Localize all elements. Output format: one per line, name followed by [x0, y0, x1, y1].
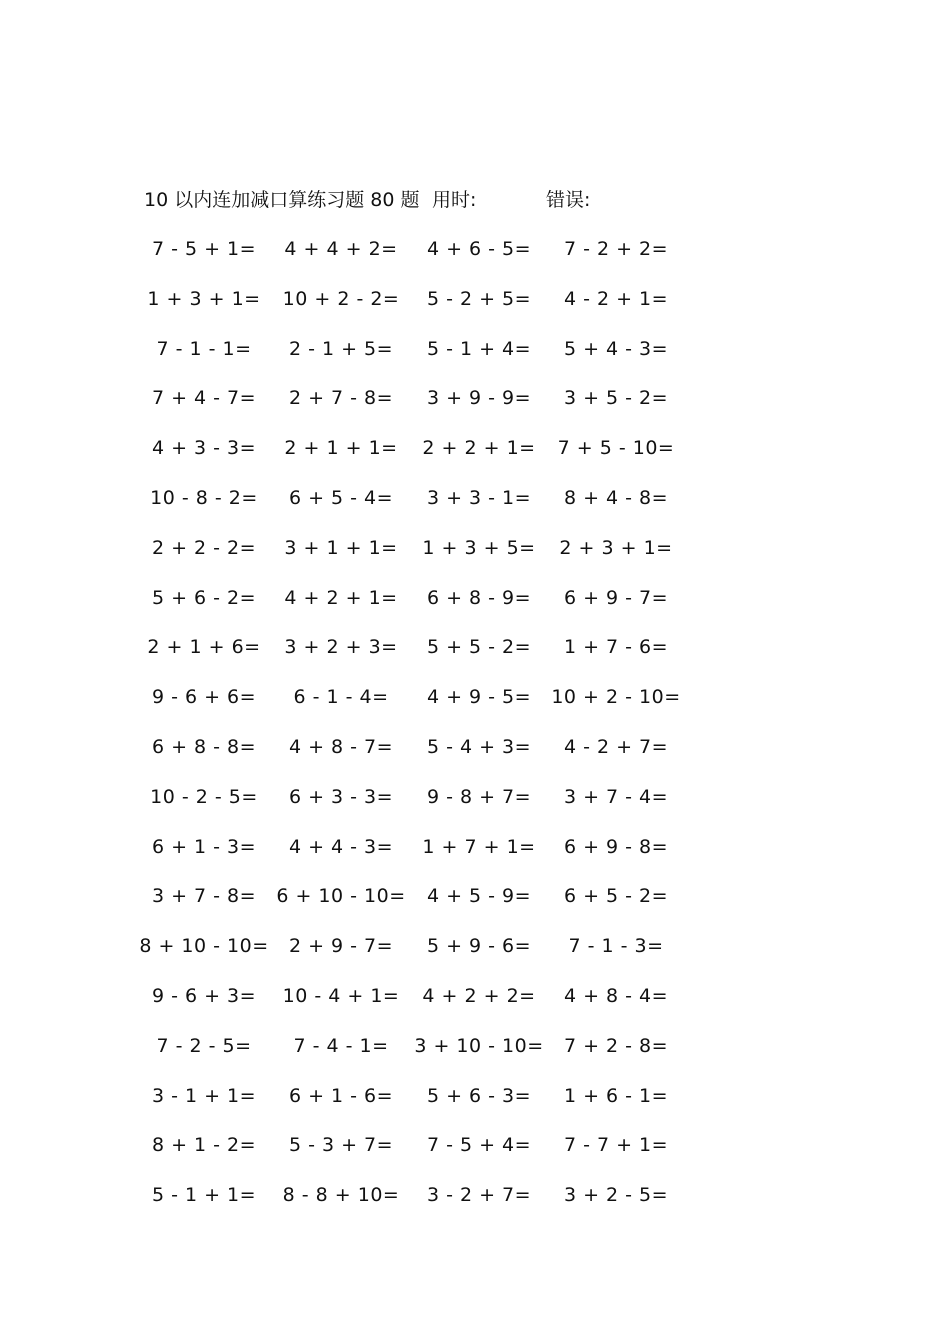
- math-problem: 5 - 1 + 4=: [426, 337, 532, 360]
- math-problem: 2 + 7 - 8=: [288, 387, 394, 410]
- math-problem: 10 + 2 - 10=: [551, 686, 681, 709]
- problem-row: [0, 682, 950, 732]
- math-problem: 5 - 1 + 1=: [151, 1184, 257, 1207]
- math-problem: 7 - 5 + 4=: [426, 1134, 532, 1157]
- problem-row: [0, 782, 950, 832]
- problem-row: [0, 981, 950, 1031]
- worksheet-title: 10 以内连加减口算练习题 80 题: [144, 189, 420, 211]
- problem-row: [0, 732, 950, 782]
- math-problem: 1 + 7 - 6=: [563, 636, 669, 659]
- math-problem: 3 - 1 + 1=: [151, 1084, 257, 1107]
- errors-label: 错误:: [546, 189, 591, 211]
- math-problem: 4 + 4 - 3=: [288, 835, 394, 858]
- math-problem: 5 - 3 + 7=: [288, 1134, 394, 1157]
- math-problem: 6 + 3 - 3=: [288, 785, 394, 808]
- math-problem: 6 + 1 - 3=: [151, 835, 257, 858]
- math-problem: 6 + 10 - 10=: [276, 885, 406, 908]
- math-problem: 5 + 6 - 2=: [151, 586, 257, 609]
- math-problem: 1 + 3 + 1=: [147, 287, 261, 310]
- math-problem: 3 - 2 + 7=: [426, 1184, 532, 1207]
- math-problem: 4 + 4 + 2=: [284, 238, 398, 260]
- math-problem: 4 + 9 - 5=: [426, 686, 532, 709]
- math-problem: 5 - 2 + 5=: [426, 287, 532, 310]
- math-problem: 2 - 1 + 5=: [288, 337, 394, 360]
- math-problem: 4 + 5 - 9=: [426, 885, 532, 908]
- problem-row: [0, 234, 950, 284]
- math-problem: 8 - 8 + 10=: [282, 1184, 400, 1207]
- math-problem: 8 + 4 - 8=: [563, 486, 669, 509]
- math-problem: 6 + 8 - 9=: [426, 586, 532, 609]
- math-problem: 5 + 4 - 3=: [563, 337, 669, 360]
- math-problem: 1 + 6 - 1=: [563, 1084, 669, 1107]
- problem-row: [0, 334, 950, 384]
- math-problem: 3 + 9 - 9=: [426, 387, 532, 410]
- math-problem: 4 - 2 + 7=: [563, 735, 669, 758]
- math-problem: 7 + 4 - 7=: [151, 387, 257, 410]
- math-problem: 9 - 6 + 3=: [151, 984, 257, 1007]
- math-problem: 2 + 9 - 7=: [288, 935, 394, 958]
- math-problem: 6 + 9 - 8=: [563, 835, 669, 858]
- math-problem: 7 - 4 - 1=: [293, 1034, 389, 1057]
- math-problem: 3 + 3 - 1=: [426, 486, 532, 509]
- math-problem: 3 + 10 - 10=: [414, 1034, 544, 1057]
- math-problem: 10 - 2 - 5=: [150, 785, 258, 808]
- math-problem: 2 + 2 - 2=: [151, 536, 257, 559]
- problem-row: [0, 1081, 950, 1131]
- math-problem: 1 + 3 + 5=: [422, 536, 536, 559]
- problem-row: [0, 1180, 950, 1230]
- math-problem: 4 + 6 - 5=: [426, 238, 532, 260]
- math-problem: 6 + 1 - 6=: [288, 1084, 394, 1107]
- problem-row: [0, 931, 950, 981]
- problem-row: [0, 1031, 950, 1081]
- math-problem: 6 + 8 - 8=: [151, 735, 257, 758]
- problem-grid: [0, 234, 950, 1230]
- math-problem: 4 + 8 - 7=: [288, 735, 394, 758]
- math-problem: 8 + 1 - 2=: [151, 1134, 257, 1157]
- math-problem: 4 + 2 + 1=: [284, 586, 398, 609]
- math-problem: 9 - 6 + 6=: [151, 686, 257, 709]
- math-problem: 10 - 8 - 2=: [150, 486, 258, 509]
- math-problem: 2 + 1 + 1=: [284, 437, 398, 460]
- math-problem: 5 + 9 - 6=: [426, 935, 532, 958]
- math-problem: 7 - 2 + 2=: [563, 238, 669, 260]
- math-problem: 6 - 1 - 4=: [293, 686, 389, 709]
- math-problem: 6 + 5 - 4=: [288, 486, 394, 509]
- worksheet-header: [0, 186, 950, 214]
- math-problem: 9 - 8 + 7=: [426, 785, 532, 808]
- math-problem: 7 + 2 - 8=: [563, 1034, 669, 1057]
- math-problem: 4 + 3 - 3=: [151, 437, 257, 460]
- math-problem: 10 - 4 + 1=: [282, 984, 400, 1007]
- problem-row: [0, 284, 950, 334]
- problem-row: [0, 383, 950, 433]
- math-problem: 4 + 8 - 4=: [563, 984, 669, 1007]
- math-problem: 7 - 1 - 1=: [156, 337, 252, 360]
- problem-row: [0, 832, 950, 882]
- math-problem: 2 + 1 + 6=: [147, 636, 261, 659]
- math-problem: 5 - 4 + 3=: [426, 735, 532, 758]
- problem-row: [0, 1130, 950, 1180]
- problem-row: [0, 483, 950, 533]
- math-problem: 5 + 5 - 2=: [426, 636, 532, 659]
- math-problem: 3 + 2 - 5=: [563, 1184, 669, 1207]
- math-problem: 7 - 2 - 5=: [156, 1034, 252, 1057]
- math-problem: 3 + 5 - 2=: [563, 387, 669, 410]
- math-problem: 8 + 10 - 10=: [139, 935, 269, 958]
- math-problem: 3 + 7 - 4=: [563, 785, 669, 808]
- math-problem: 2 + 3 + 1=: [559, 536, 673, 559]
- math-problem: 3 + 2 + 3=: [284, 636, 398, 659]
- math-problem: 1 + 7 + 1=: [422, 835, 536, 858]
- math-problem: 6 + 5 - 2=: [563, 885, 669, 908]
- math-problem: 3 + 7 - 8=: [151, 885, 257, 908]
- problem-row: [0, 533, 950, 583]
- problem-row: [0, 632, 950, 682]
- math-problem: 4 - 2 + 1=: [563, 287, 669, 310]
- math-problem: 3 + 1 + 1=: [284, 536, 398, 559]
- math-problem: 7 + 5 - 10=: [557, 437, 675, 460]
- math-problem: 6 + 9 - 7=: [563, 586, 669, 609]
- math-problem: 7 - 7 + 1=: [563, 1134, 669, 1157]
- problem-row: [0, 583, 950, 633]
- time-used-label: 用时:: [432, 189, 477, 211]
- problem-row: [0, 433, 950, 483]
- math-problem: 5 + 6 - 3=: [426, 1084, 532, 1107]
- math-problem: 2 + 2 + 1=: [422, 437, 536, 460]
- math-problem: 7 - 5 + 1=: [151, 238, 257, 260]
- math-problem: 10 + 2 - 2=: [282, 287, 400, 310]
- math-problem: 4 + 2 + 2=: [422, 984, 536, 1007]
- problem-row: [0, 881, 950, 931]
- math-problem: 7 - 1 - 3=: [568, 935, 664, 958]
